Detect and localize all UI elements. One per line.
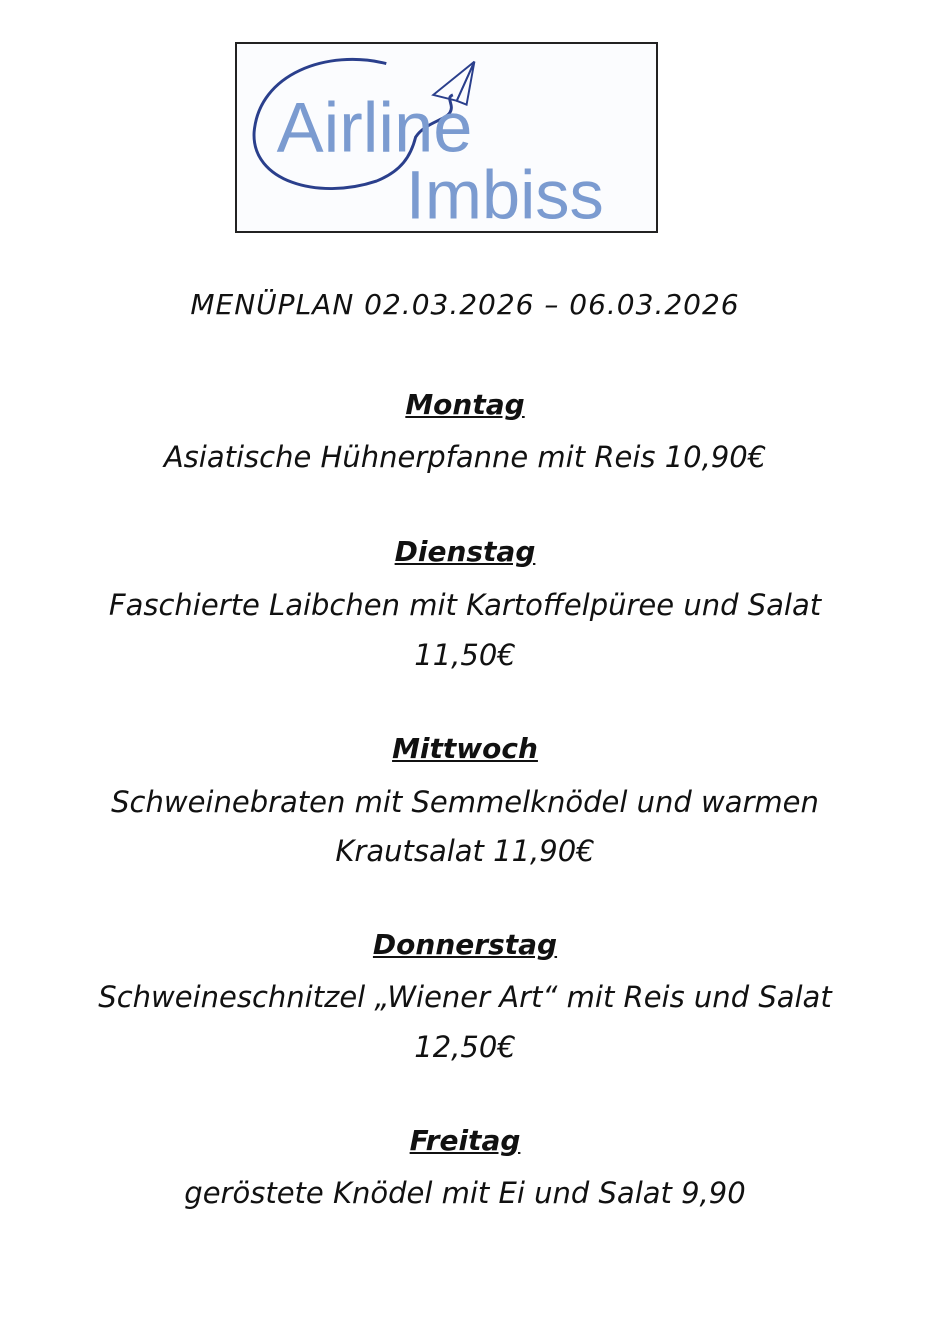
day-heading-montag: Montag [405, 388, 525, 421]
day-heading-mittwoch: Mittwoch [392, 732, 538, 765]
price-mittwoch: Krautsalat 11,90€ [335, 834, 595, 868]
dish-montag: Asiatische Hühnerpfanne mit Reis 10,90€ [163, 440, 767, 474]
dish-donnerstag: Schweineschnitzel „Wiener Art“ mit Reis und Salat [98, 980, 832, 1014]
dish-freitag: geröstete Knödel mit Ei und Salat 9,90 [184, 1176, 746, 1210]
page-title: MENÜPLAN 02.03.2026 – 06.03.2026 [190, 288, 740, 321]
logo-line1: Airline [276, 87, 473, 167]
day-heading-dienstag: Dienstag [394, 535, 536, 568]
day-heading-freitag: Freitag [409, 1124, 521, 1157]
dish-dienstag: Faschierte Laibchen mit Kartoffelpüree und Salat [108, 588, 822, 622]
day-heading-donnerstag: Donnerstag [372, 928, 558, 961]
logo-line2: Imbiss [405, 156, 604, 231]
price-dienstag: 11,50€ [414, 638, 516, 672]
dish-mittwoch: Schweinebraten mit Semmelknödel und warmen [111, 785, 819, 819]
logo-graphic [237, 44, 656, 231]
airline-imbiss-logo [235, 42, 658, 233]
price-donnerstag: 12,50€ [414, 1030, 516, 1064]
